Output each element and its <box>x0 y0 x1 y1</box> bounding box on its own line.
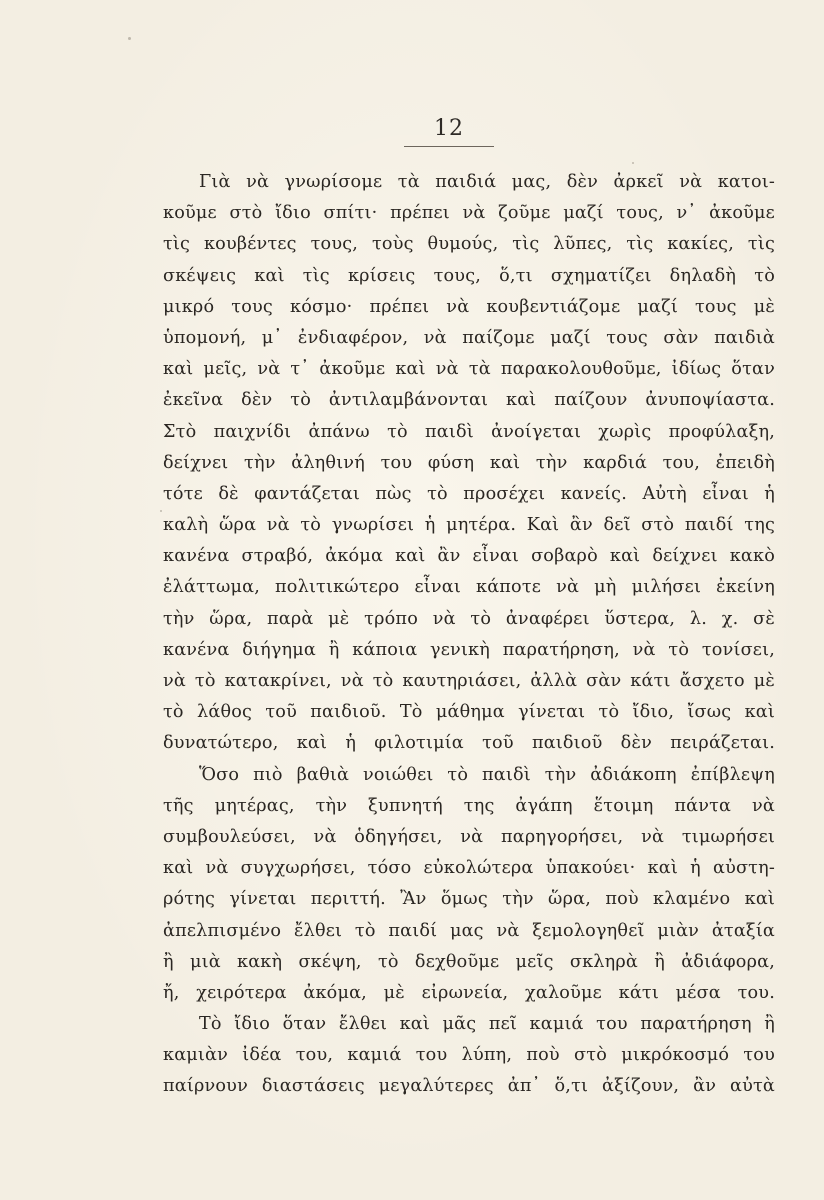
page-number: 12 <box>434 116 464 141</box>
text-line: παίρνουν διαστάσεις μεγαλύτερες ἀπ᾽ ὅ,τι ἀξίζουν, ἂν αὐτὰ <box>163 1076 775 1097</box>
text-line: συμβουλεύσει, νὰ ὁδηγήσει, νὰ παρηγορήσει, νὰ τιμωρήσει <box>163 826 775 847</box>
text-line: Στὸ παιχνίδι ἀπάνω τὸ παιδὶ ἀνοίγεται χωρὶς προφύλαξη, <box>163 421 775 442</box>
page-number-rule <box>404 146 494 147</box>
text-line: ρότης γίνεται περιττή. Ἂν ὅμως τὴν ὥρα, ποὺ κλαμένο καὶ <box>163 889 775 910</box>
text-line: Τὸ ἴδιο ὅταν ἔλθει καὶ μᾶς πεῖ καμιά του παρατήρηση ἢ <box>199 1014 775 1035</box>
text-line: καὶ νὰ συγχωρήσει, τόσο εὐκολώτερα ὑπακούει· καὶ ἡ αὐστη- <box>163 858 775 879</box>
text-line: μικρό τους κόσμο· πρέπει νὰ κουβεντιάζομε μαζί τους μὲ <box>163 296 775 317</box>
text-line: Γιὰ νὰ γνωρίσομε τὰ παιδιά μας, δὲν ἀρκεῖ νὰ κατοι- <box>199 172 775 192</box>
text-line: κανένα στραβό, ἀκόμα καὶ ἂν εἶναι σοβαρὸ καὶ δείχνει κακὸ <box>163 546 775 567</box>
text-line: ἀπελπισμένο ἔλθει τὸ παιδί μας νὰ ξεμολογηθεῖ μιὰν ἀταξία <box>163 920 775 941</box>
text-line: δυνατώτερο, καὶ ἡ φιλοτιμία τοῦ παιδιοῦ δὲν πειράζεται. <box>163 733 775 754</box>
text-line: σκέψεις καὶ τὶς κρίσεις τους, ὅ,τι σχηματίζει δηλαδὴ τὸ <box>163 265 775 286</box>
text-line: ἐλάττωμα, πολιτικώτερο εἶναι κάποτε νὰ μὴ μιλήσει ἐκείνη <box>163 577 775 598</box>
text-line: τότε δὲ φαντάζεται πὼς τὸ προσέχει κανείς. Αὐτὴ εἶναι ἡ <box>163 483 775 504</box>
text-line: τὴν ὥρα, παρὰ μὲ τρόπο νὰ τὸ ἀναφέρει ὕστερα, λ. χ. σὲ <box>163 608 775 629</box>
text-line: νὰ τὸ κατακρίνει, νὰ τὸ καυτηριάσει, ἀλλὰ σὰν κάτι ἄσχετο μὲ <box>163 671 775 691</box>
paper-speck <box>128 37 131 40</box>
paper-speck <box>160 510 162 512</box>
text-line: ἐκεῖνα δὲν τὸ ἀντιλαμβάνονται καὶ παίζουν ἀνυποψίαστα. <box>163 390 775 411</box>
text-line: ἤ, χειρότερα ἀκόμα, μὲ εἰρωνεία, χαλοῦμε κάτι μέσα του. <box>163 982 775 1003</box>
text-line: καλὴ ὥρα νὰ τὸ γνωρίσει ἡ μητέρα. Καὶ ἂν δεῖ στὸ παιδί της <box>163 515 775 536</box>
text-line: καμιὰν ἰδέα του, καμιά του λύπη, ποὺ στὸ μικρόκοσμό του <box>163 1045 775 1066</box>
text-line: κανένα διήγημα ἢ κάποια γενικὴ παρατήρηση, νὰ τὸ τονίσει, <box>163 639 775 660</box>
text-line: τὶς κουβέντες τους, τοὺς θυμούς, τὶς λῦπες, τὶς κακίες, τὶς <box>163 234 775 255</box>
text-line: κοῦμε στὸ ἴδιο σπίτι· πρέπει νὰ ζοῦμε μαζί τους, ν᾽ ἀκοῦμε <box>163 203 775 224</box>
paper-speck <box>632 162 634 164</box>
text-line: δείχνει τὴν ἀληθινή του φύση καὶ τὴν καρδιά του, ἐπειδὴ <box>163 452 775 473</box>
text-line: τὸ λάθος τοῦ παιδιοῦ. Τὸ μάθημα γίνεται τὸ ἴδιο, ἴσως καὶ <box>163 702 775 723</box>
text-line: ἢ μιὰ κακὴ σκέψη, τὸ δεχθοῦμε μεῖς σκληρὰ ἢ ἀδιάφορα, <box>163 951 775 972</box>
text-line: καὶ μεῖς, νὰ τ᾽ ἀκοῦμε καὶ νὰ τὰ παρακολουθοῦμε, ἰδίως ὅταν <box>163 359 775 380</box>
body-text <box>163 167 775 1103</box>
text-line: Ὅσο πιὸ βαθιὰ νοιώθει τὸ παιδὶ τὴν ἀδιάκοπη ἐπίβλεψη <box>199 764 775 785</box>
text-line: τῆς μητέρας, τὴν ξυπνητή της ἀγάπη ἕτοιμη πάντα νὰ <box>163 795 775 816</box>
text-line: ὑπομονή, μ᾽ ἐνδιαφέρον, νὰ παίζομε μαζί τους σὰν παιδιὰ <box>163 327 775 348</box>
